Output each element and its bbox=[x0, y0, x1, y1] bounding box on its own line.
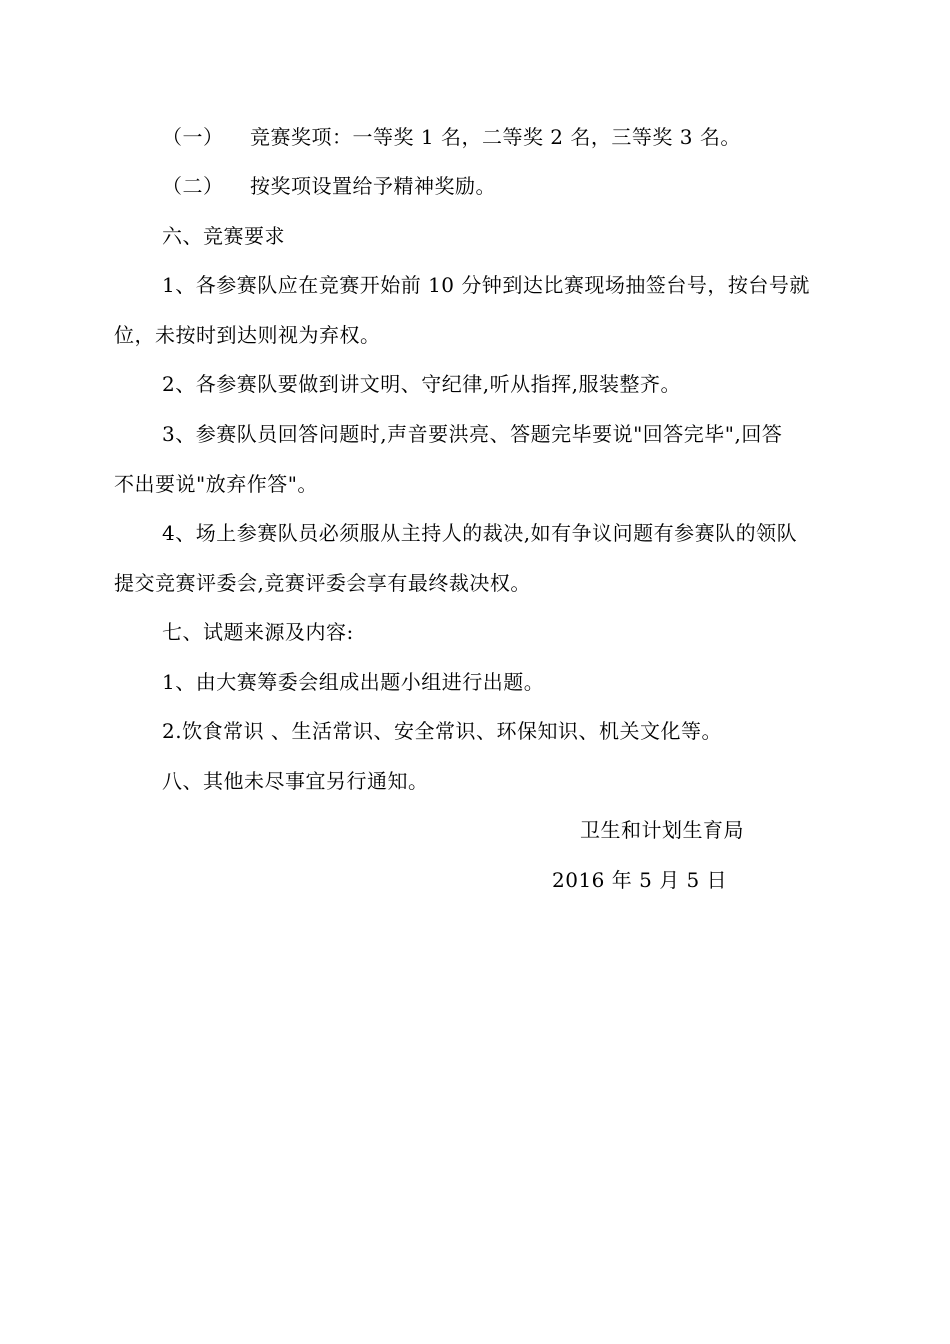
section-8-heading: 八、其他未尽事宜另行通知。 bbox=[162, 769, 429, 793]
requirement-4-line-1: 4、场上参赛队员必须服从主持人的裁决,如有争议问题有参赛队的领队 bbox=[162, 521, 798, 545]
section-6-heading: 六、竞赛要求 bbox=[162, 224, 285, 248]
prize-item-1-marker: （一） bbox=[162, 125, 224, 149]
section-7-heading: 七、试题来源及内容: bbox=[162, 620, 354, 644]
requirement-4-line-2: 提交竞赛评委会,竞赛评委会享有最终裁决权。 bbox=[114, 571, 531, 595]
prize-item-2-marker: （二） bbox=[162, 174, 224, 198]
prize-item-1-text: 竞赛奖项：一等奖 1 名，二等奖 2 名，三等奖 3 名。 bbox=[250, 125, 741, 149]
prize-item-2-text: 按奖项设置给予精神奖励。 bbox=[250, 174, 496, 198]
requirement-1-line-1: 1、各参赛队应在竞赛开始前 10 分钟到达比赛现场抽签台号，按台号就 bbox=[162, 273, 810, 297]
section-7-item-2: 2.饮食常识 、生活常识、安全常识、环保知识、机关文化等。 bbox=[162, 719, 722, 743]
requirement-2: 2、各参赛队要做到讲文明、守纪律,听从指挥,服装整齐。 bbox=[162, 372, 681, 396]
prize-item-2 bbox=[162, 174, 496, 198]
requirement-1-line-2: 位，未按时到达则视为弃权。 bbox=[114, 323, 381, 347]
requirement-3-line-1: 3、参赛队员回答问题时,声音要洪亮、答题完毕要说"回答完毕",回答 bbox=[162, 422, 783, 446]
signature-organization: 卫生和计划生育局 bbox=[580, 818, 744, 842]
requirement-3-line-2: 不出要说"放弃作答"。 bbox=[114, 472, 318, 496]
signature-date: 2016 年 5 月 5 日 bbox=[552, 868, 728, 892]
prize-item-1 bbox=[162, 125, 741, 149]
section-7-item-1: 1、由大赛筹委会组成出题小组进行出题。 bbox=[162, 670, 545, 694]
